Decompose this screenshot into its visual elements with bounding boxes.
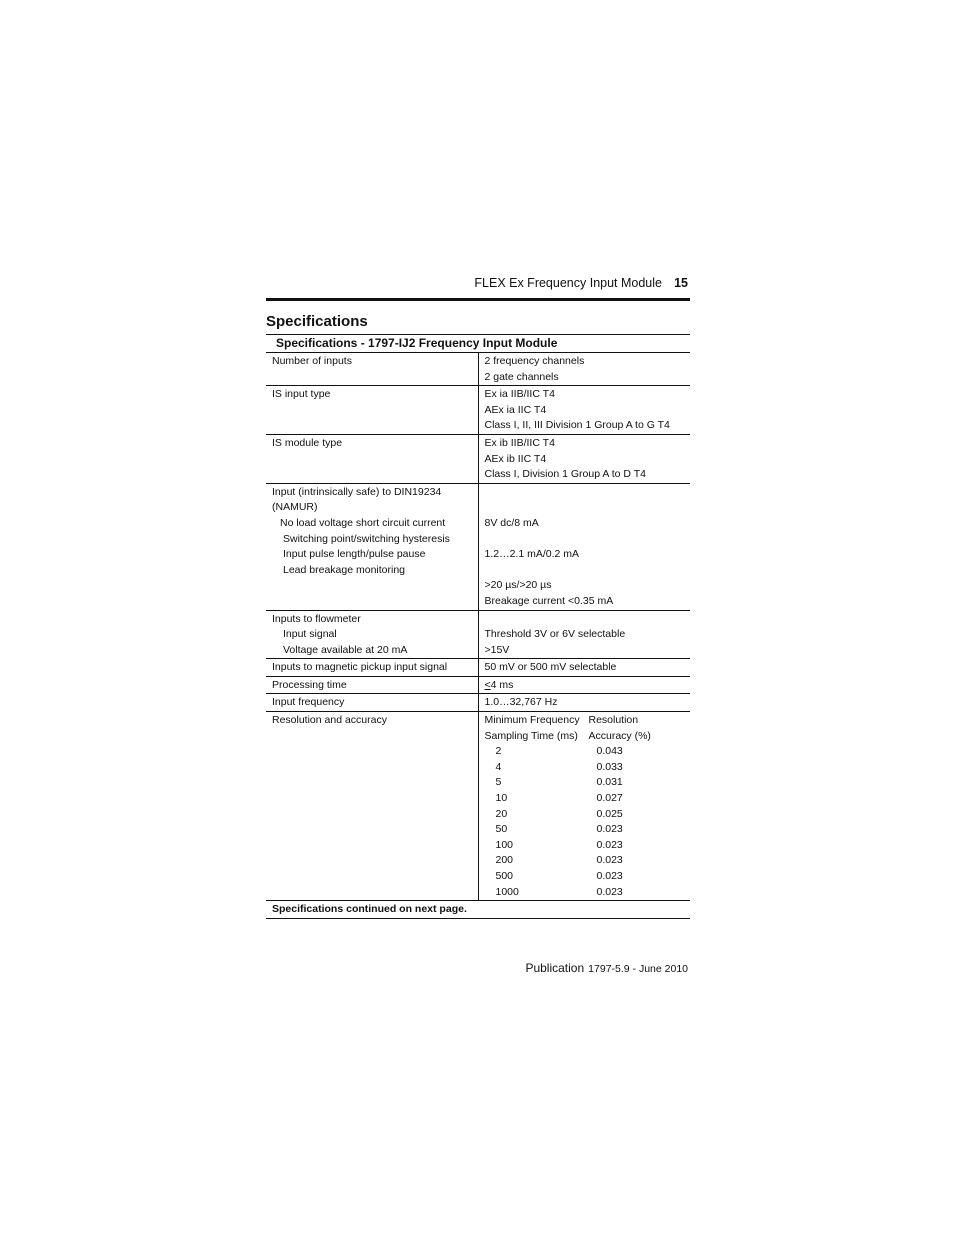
table-caption: Specifications - 1797-IJ2 Frequency Input Module xyxy=(266,335,690,353)
row-value: 2 frequency channels xyxy=(484,355,585,367)
accuracy-cell: 0.025 xyxy=(596,807,623,820)
table-row xyxy=(266,353,690,386)
publication-code: 1797-5.9 - June 2010 xyxy=(588,963,688,975)
section-title: Specifications xyxy=(266,313,368,330)
accuracy-cell: 0.023 xyxy=(596,823,623,836)
row-value: >20 µs/>20 µs xyxy=(484,579,552,592)
sampling-time-cell: 4 xyxy=(495,760,502,773)
row-value: Class I, Division 1 Group A to D T4 xyxy=(484,468,646,481)
publication-footer xyxy=(525,961,688,975)
accuracy-cell: 0.031 xyxy=(596,776,623,789)
sub-label: No load voltage short circuit current xyxy=(280,516,446,529)
sampling-time-cell: 2 xyxy=(495,745,502,758)
row-label: Processing time xyxy=(272,678,347,691)
row-value: Ex ia IIB/IIC T4 xyxy=(484,388,555,401)
resolution-subtable xyxy=(485,713,685,900)
row-value: 1.0…32,767 Hz xyxy=(484,696,558,709)
table-row xyxy=(266,694,690,712)
sampling-time-cell: 20 xyxy=(495,807,508,820)
header-rule xyxy=(266,298,690,301)
less-equal-sign: < xyxy=(484,678,491,691)
sampling-time-cell: 500 xyxy=(495,870,514,882)
subtable-header: Accuracy (%) xyxy=(588,729,651,742)
accuracy-cell: 0.043 xyxy=(596,745,623,758)
sub-label: Lead breakage monitoring xyxy=(283,563,406,576)
table-row xyxy=(266,659,690,677)
sampling-time-cell: 5 xyxy=(495,776,502,789)
table-row xyxy=(266,610,690,659)
row-value: 50 mV or 500 mV selectable xyxy=(484,661,617,674)
subtable-header: Resolution xyxy=(588,714,639,727)
accuracy-cell: 0.023 xyxy=(596,885,623,898)
row-value: AEx ia IIC T4 xyxy=(484,403,547,416)
subtable-header: Minimum Frequency xyxy=(484,714,580,727)
row-label: Input (intrinsically safe) to DIN19234 (NAMUR) xyxy=(272,485,442,514)
row-value: Class I, II, III Division 1 Group A to G T4 xyxy=(484,419,670,432)
publication-label: Publication xyxy=(525,961,585,975)
sampling-time-cell: 100 xyxy=(495,838,514,851)
row-label: Resolution and accuracy xyxy=(272,714,387,727)
row-value xyxy=(485,678,685,694)
row-value: 2 gate channels xyxy=(484,370,559,383)
table-row xyxy=(266,676,690,694)
row-value: Breakage current <0.35 mA xyxy=(484,594,614,607)
table-row xyxy=(266,434,690,483)
accuracy-cell: 0.033 xyxy=(596,760,623,773)
accuracy-cell: 0.023 xyxy=(596,870,623,882)
sub-label: Voltage available at 20 mA xyxy=(283,643,408,656)
row-value: >15V xyxy=(484,643,510,656)
sampling-time-cell: 50 xyxy=(495,823,508,836)
sampling-time-cell: 200 xyxy=(495,854,514,867)
row-label: Inputs to flowmeter xyxy=(272,612,361,625)
accuracy-cell: 0.027 xyxy=(596,792,623,805)
sampling-time-cell: 10 xyxy=(495,792,508,805)
row-value: 8V dc/8 mA xyxy=(484,516,539,529)
page-number: 15 xyxy=(674,276,688,290)
running-header xyxy=(266,276,690,294)
processing-time-value: 4 ms xyxy=(490,678,514,691)
row-label: Number of inputs xyxy=(272,355,352,367)
accuracy-cell: 0.023 xyxy=(596,854,623,867)
table-footer-row xyxy=(266,901,690,919)
table-row xyxy=(266,386,690,435)
row-value: Threshold 3V or 6V selectable xyxy=(484,628,626,641)
header-title: FLEX Ex Frequency Input Module xyxy=(474,276,662,290)
table-row xyxy=(266,483,690,610)
sub-label: Switching point/switching hysteresis xyxy=(283,532,450,545)
row-label: IS module type xyxy=(272,436,343,449)
sampling-time-cell: 1000 xyxy=(495,885,519,898)
row-label: Inputs to magnetic pickup input signal xyxy=(272,661,448,674)
row-value: Ex ib IIB/IIC T4 xyxy=(484,436,555,449)
row-value: AEx ib IIC T4 xyxy=(484,452,547,465)
table-row xyxy=(266,712,690,901)
sub-label: Input signal xyxy=(283,628,337,641)
row-label: IS input type xyxy=(272,388,331,401)
row-label: Input frequency xyxy=(272,696,345,709)
table-footer-note: Specifications continued on next page. xyxy=(266,901,690,919)
spec-table xyxy=(266,334,690,919)
subtable-header: Sampling Time (ms) xyxy=(484,729,578,742)
sub-label: Input pulse length/pulse pause xyxy=(283,548,426,561)
row-value: 1.2…2.1 mA/0.2 mA xyxy=(484,548,580,561)
accuracy-cell: 0.023 xyxy=(596,838,623,851)
table-caption-row xyxy=(266,335,690,353)
